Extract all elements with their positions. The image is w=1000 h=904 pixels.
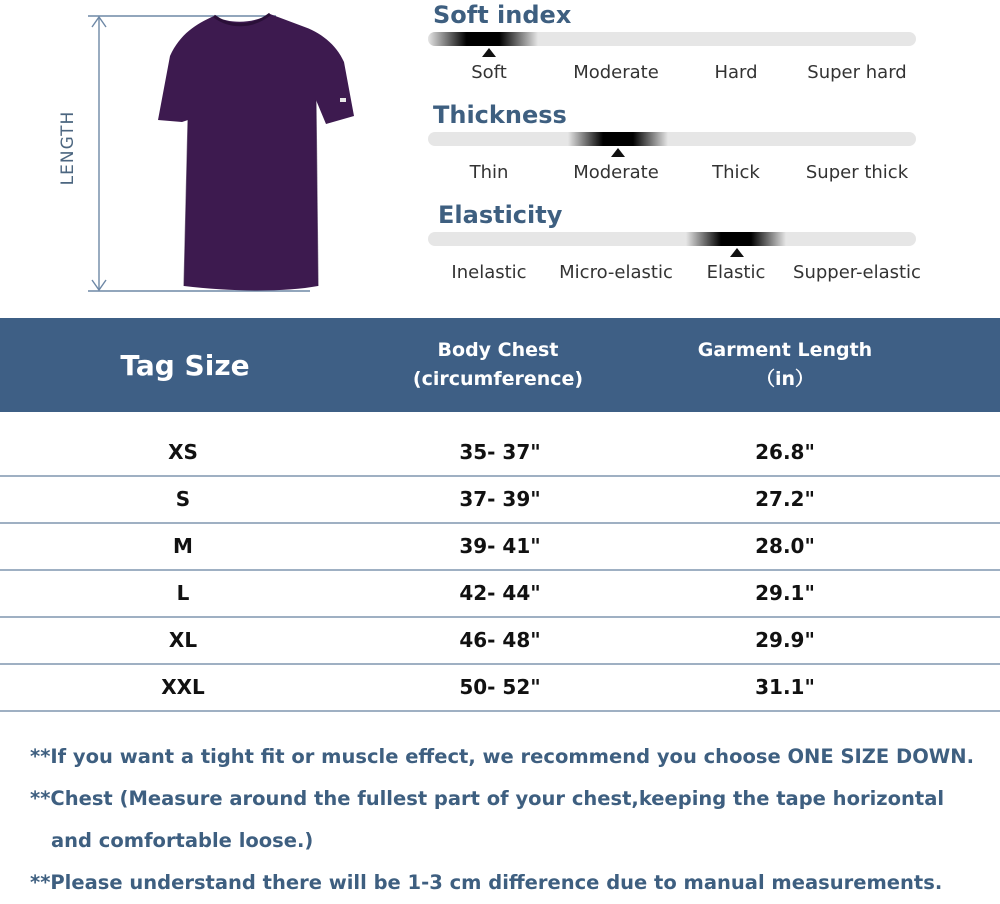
header-body-chest: Body Chest (circumference) [412, 339, 584, 390]
scale-title: Soft index [433, 1, 572, 29]
chest-cell: 39- 41" [459, 534, 541, 558]
size-notes [30, 736, 990, 904]
shirt-figure [0, 0, 400, 305]
length-cell: 28.0" [755, 534, 815, 558]
note-chest-continued: and comfortable loose.) [51, 829, 314, 852]
note-measurement: **Please understand there will be 1-3 cm difference due to manual measurements. [30, 871, 943, 894]
scale-title: Elasticity [438, 201, 563, 229]
scale-highlight [568, 132, 668, 146]
table-row [0, 430, 1000, 477]
tag-size-cell: XL [168, 628, 198, 652]
scale-title: Thickness [433, 101, 567, 129]
table-row [0, 571, 1000, 618]
scale-label: Thick [712, 162, 760, 183]
elasticity-scale [428, 200, 921, 296]
scale-label: Supper-elastic [793, 262, 921, 283]
note-chest: **Chest (Measure around the fullest part of your chest,keeping the tape horizontal [30, 787, 945, 810]
table-row [0, 618, 1000, 665]
chest-cell: 42- 44" [459, 581, 541, 605]
thickness-scale [428, 100, 918, 196]
logo-mark [340, 98, 346, 102]
scale-pointer-icon [482, 48, 496, 57]
scale-bar [428, 132, 916, 146]
chest-cell: 50- 52" [459, 675, 541, 699]
length-label: LENGTH [58, 110, 78, 186]
length-cell: 29.1" [755, 581, 815, 605]
scale-label: Elastic [706, 262, 766, 283]
scale-highlight [428, 32, 538, 46]
scale-highlight [686, 232, 786, 246]
table-row [0, 665, 1000, 712]
tag-size-cell: XXL [161, 675, 205, 699]
table-row [0, 477, 1000, 524]
scale-label: Hard [714, 62, 758, 83]
length-cell: 31.1" [755, 675, 815, 699]
scale-label: Moderate [573, 62, 659, 83]
length-cell: 27.2" [755, 487, 815, 511]
scale-pointer-icon [730, 248, 744, 257]
header-tag-size: Tag Size [120, 348, 250, 382]
tag-size-cell: L [176, 581, 190, 605]
header-garment-length: Garment Length （in） [697, 339, 873, 390]
table-row [0, 524, 1000, 571]
note-fit: **If you want a tight fit or muscle effect, we recommend you choose ONE SIZE DOWN. [30, 745, 975, 768]
length-cell: 29.9" [755, 628, 815, 652]
tag-size-cell: S [175, 487, 191, 511]
scale-label: Super hard [807, 62, 907, 83]
length-cell: 26.8" [755, 440, 815, 464]
chest-cell: 35- 37" [459, 440, 541, 464]
scale-bar [428, 32, 916, 46]
chest-cell: 37- 39" [459, 487, 541, 511]
chest-cell: 46- 48" [459, 628, 541, 652]
scale-label: Inelastic [451, 262, 527, 283]
scale-label: Moderate [573, 162, 659, 183]
tag-size-cell: M [173, 534, 193, 558]
size-table-body [0, 430, 1000, 712]
scale-label: Thin [469, 162, 509, 183]
scale-label: Soft [471, 62, 507, 83]
scale-label: Super thick [805, 162, 909, 183]
tag-size-cell: XS [168, 440, 198, 464]
soft-index-scale [428, 0, 918, 96]
scale-label: Micro-elastic [559, 262, 673, 283]
size-table-header [0, 318, 1000, 412]
scale-pointer-icon [611, 148, 625, 157]
scale-bar [428, 232, 916, 246]
